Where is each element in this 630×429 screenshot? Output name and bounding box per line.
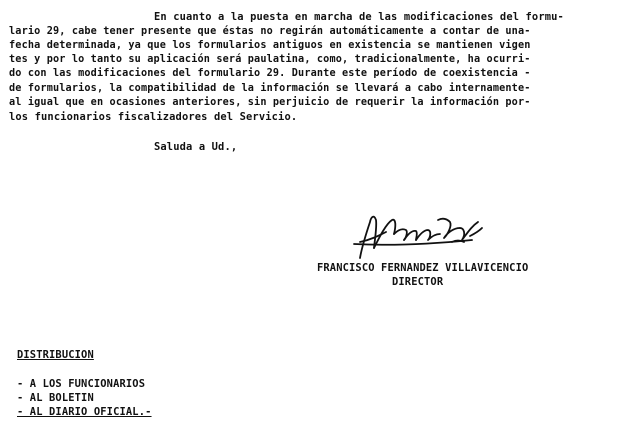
distribution-item: - A LOS FUNCIONARIOS xyxy=(17,378,146,390)
paragraph-line-7: al igual que en ocasiones anteriores, sin perjuicio de requerir la información por- xyxy=(9,97,531,108)
distribution-item: - AL BOLETIN xyxy=(17,392,94,404)
signer-name: FRANCISCO FERNANDEZ VILLAVICENCIO xyxy=(317,262,529,274)
paragraph-line-6: de formularios, la compatibilidad de la información se llevará a cabo internamente- xyxy=(9,83,531,94)
paragraph-line-3: fecha determinada, ya que los formularios antiguos en existencia se mantienen vigen xyxy=(9,40,531,51)
signer-title: DIRECTOR xyxy=(392,276,444,288)
paragraph-line-5: do con las modificaciones del formulario 29. Durante este período de coexistencia - xyxy=(9,68,531,79)
distribution-item: - AL DIARIO OFICIAL.- xyxy=(17,406,152,418)
paragraph-line-1: En cuanto a la puesta en marcha de las modificaciones del formu- xyxy=(154,11,564,23)
paragraph-line-4: tes y por lo tanto su aplicación será paulatina, como, tradicionalmente, ha ocurri- xyxy=(9,54,531,65)
handwritten-signature xyxy=(352,200,492,264)
paragraph-line-8: los funcionarios fiscalizadores del Servicio. xyxy=(9,111,298,123)
paragraph-line-2: lario 29, cabe tener presente que éstas no regirán automáticamente a contar de una- xyxy=(9,26,531,37)
closing-salutation: Saluda a Ud., xyxy=(154,141,238,153)
distribution-heading: DISTRIBUCION xyxy=(17,349,94,361)
